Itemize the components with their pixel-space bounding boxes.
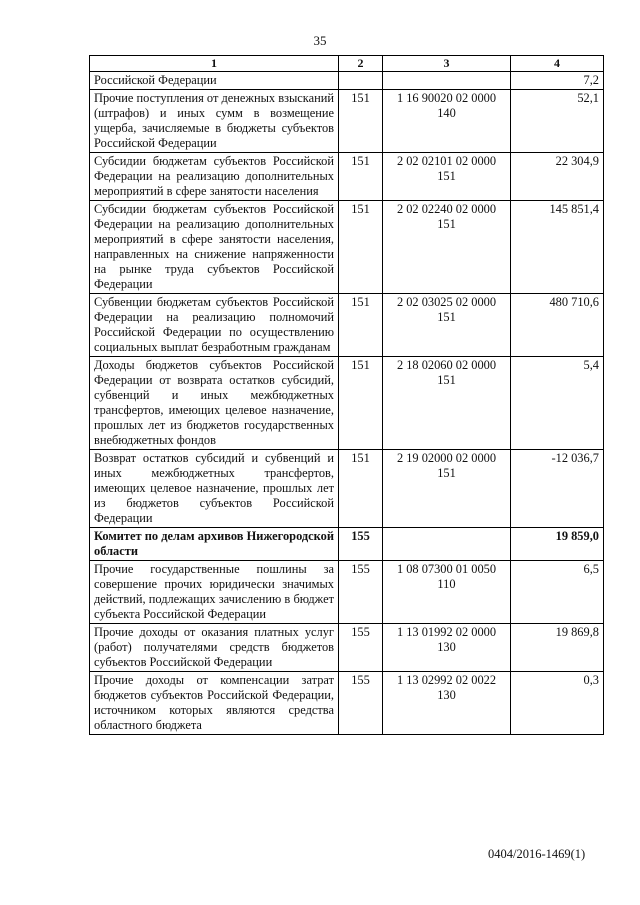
row-name-cell: Комитет по делам архивов Нижегородской области bbox=[90, 528, 339, 561]
row-revenue-code-cell: 2 02 02240 02 0000 151 bbox=[383, 201, 511, 294]
row-revenue-code-cell bbox=[383, 528, 511, 561]
row-revenue-code-cell bbox=[383, 72, 511, 90]
row-revenue-code-cell: 2 18 02060 02 0000 151 bbox=[383, 357, 511, 450]
table-row bbox=[90, 153, 604, 201]
header-col-4: 4 bbox=[511, 56, 604, 72]
table-row bbox=[90, 294, 604, 357]
document-id: 0404/2016-1469(1) bbox=[488, 847, 586, 861]
table-row bbox=[90, 624, 604, 672]
row-name-cell: Прочие поступления от денежных взысканий (штрафов) и иных сумм в возмещение ущерба, зачисляемые в бюджеты субъектов Российской Федерации bbox=[90, 90, 339, 153]
revenue-table bbox=[89, 55, 604, 735]
row-name-cell: Субсидии бюджетам субъектов Российской Федерации на реализацию дополнительных мероприятий в сфере занятости населения, направленных на снижение напряженности на рынке труда субъектов Российской Федерации bbox=[90, 201, 339, 294]
row-admin-code-cell: 151 bbox=[339, 294, 383, 357]
row-amount-cell: 52,1 bbox=[511, 90, 604, 153]
row-revenue-code-cell: 2 02 02101 02 0000 151 bbox=[383, 153, 511, 201]
table-row bbox=[90, 201, 604, 294]
row-amount-cell: 480 710,6 bbox=[511, 294, 604, 357]
row-amount-cell: 0,3 bbox=[511, 672, 604, 735]
row-admin-code-cell: 151 bbox=[339, 90, 383, 153]
row-name-cell: Прочие доходы от оказания платных услуг (работ) получателями средств бюджетов субъектов Российской Федерации bbox=[90, 624, 339, 672]
row-admin-code-cell: 151 bbox=[339, 450, 383, 528]
header-col-3: 3 bbox=[383, 56, 511, 72]
row-name-cell: Прочие доходы от компенсации затрат бюджетов субъектов Российской Федерации, источником которых являются средства областного бюджета bbox=[90, 672, 339, 735]
row-admin-code-cell: 155 bbox=[339, 561, 383, 624]
row-amount-cell: 5,4 bbox=[511, 357, 604, 450]
row-name-cell: Субвенции бюджетам субъектов Российской Федерации на реализацию полномочий Российской Федерации по осуществлению социальных выплат безработным гражданам bbox=[90, 294, 339, 357]
row-amount-cell: 7,2 bbox=[511, 72, 604, 90]
table-row bbox=[90, 528, 604, 561]
row-name-cell: Субсидии бюджетам субъектов Российской Федерации на реализацию дополнительных мероприятий в сфере занятости населения bbox=[90, 153, 339, 201]
row-admin-code-cell: 151 bbox=[339, 357, 383, 450]
table-row bbox=[90, 357, 604, 450]
row-amount-cell: 6,5 bbox=[511, 561, 604, 624]
row-amount-cell: 19 869,8 bbox=[511, 624, 604, 672]
row-revenue-code-cell: 1 16 90020 02 0000 140 bbox=[383, 90, 511, 153]
row-amount-cell: 22 304,9 bbox=[511, 153, 604, 201]
row-revenue-code-cell: 2 02 03025 02 0000 151 bbox=[383, 294, 511, 357]
header-col-2: 2 bbox=[339, 56, 383, 72]
table-row bbox=[90, 561, 604, 624]
row-name-cell: Доходы бюджетов субъектов Российской Федерации от возврата остатков субсидий, субвенций и иных межбюджетных трансфертов, имеющих целевое назначение, прошлых лет из бюджетов государственных внебюджетных фондов bbox=[90, 357, 339, 450]
table-row bbox=[90, 450, 604, 528]
row-amount-cell: 145 851,4 bbox=[511, 201, 604, 294]
row-name-cell: Возврат остатков субсидий и субвенций и иных межбюджетных трансфертов, имеющих целевое назначение, прошлых лет из бюджетов субъектов Российской Федерации bbox=[90, 450, 339, 528]
row-name-cell: Российской Федерации bbox=[90, 72, 339, 90]
row-name-cell: Прочие государственные пошлины за совершение прочих юридически значимых действий, подлежащих зачислению в бюджет субъекта Российской Федерации bbox=[90, 561, 339, 624]
row-admin-code-cell: 151 bbox=[339, 201, 383, 294]
table-header-row bbox=[90, 56, 604, 72]
row-revenue-code-cell: 2 19 02000 02 0000 151 bbox=[383, 450, 511, 528]
row-revenue-code-cell: 1 13 02992 02 0022 130 bbox=[383, 672, 511, 735]
row-admin-code-cell: 155 bbox=[339, 672, 383, 735]
table-row bbox=[90, 90, 604, 153]
row-revenue-code-cell: 1 13 01992 02 0000 130 bbox=[383, 624, 511, 672]
row-admin-code-cell bbox=[339, 72, 383, 90]
row-amount-cell: -12 036,7 bbox=[511, 450, 604, 528]
row-amount-cell: 19 859,0 bbox=[511, 528, 604, 561]
page-number: 35 bbox=[313, 33, 327, 48]
row-admin-code-cell: 155 bbox=[339, 624, 383, 672]
header-col-1: 1 bbox=[90, 56, 339, 72]
table-row bbox=[90, 72, 604, 90]
row-admin-code-cell: 151 bbox=[339, 153, 383, 201]
row-admin-code-cell: 155 bbox=[339, 528, 383, 561]
table-row bbox=[90, 672, 604, 735]
row-revenue-code-cell: 1 08 07300 01 0050 110 bbox=[383, 561, 511, 624]
